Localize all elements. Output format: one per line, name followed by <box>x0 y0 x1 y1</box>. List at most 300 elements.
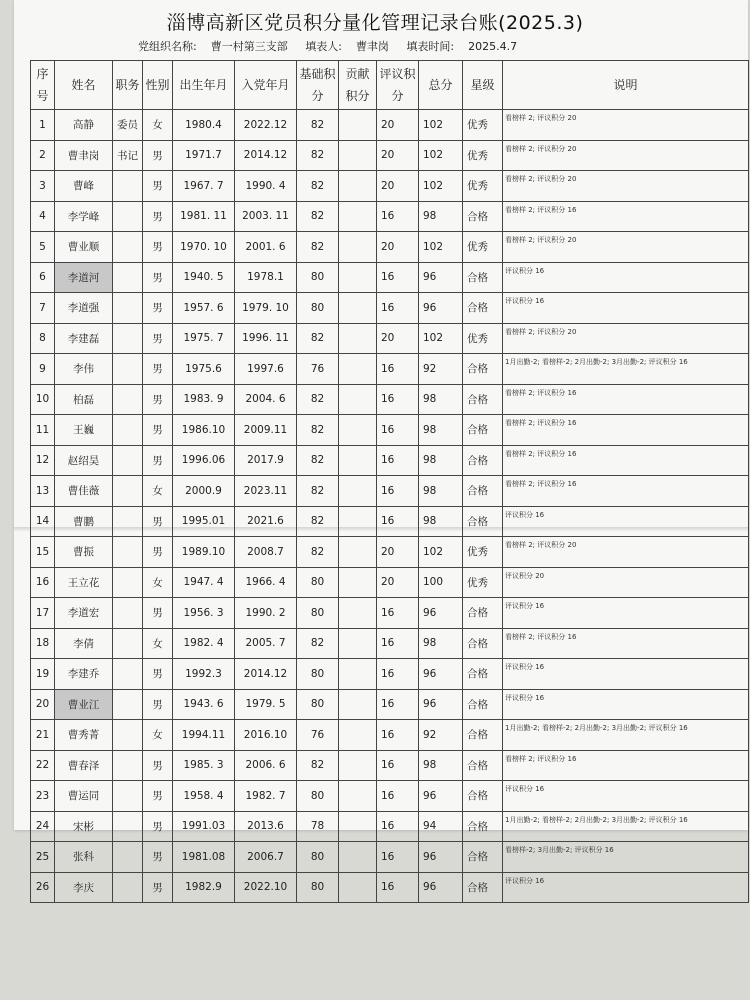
member-sex: 男 <box>143 262 173 293</box>
join-date: 2003. 11 <box>235 201 297 232</box>
total-score: 92 <box>419 354 463 385</box>
table-row <box>31 689 749 720</box>
birth-date: 1967. 7 <box>173 171 235 202</box>
review-score: 16 <box>377 811 419 842</box>
row-number: 5 <box>31 232 55 263</box>
row-number: 9 <box>31 354 55 385</box>
member-sex: 男 <box>143 689 173 720</box>
table-row <box>31 445 749 476</box>
birth-date: 1985. 3 <box>173 750 235 781</box>
member-role <box>113 293 143 324</box>
star-rating: 合格 <box>463 476 503 507</box>
base-score: 82 <box>297 628 339 659</box>
contribution-score <box>339 628 377 659</box>
table-row <box>31 171 749 202</box>
total-score: 98 <box>419 476 463 507</box>
member-name: 曹业顺 <box>55 232 113 263</box>
member-role <box>113 232 143 263</box>
member-role <box>113 262 143 293</box>
table-row <box>31 811 749 842</box>
base-score: 82 <box>297 476 339 507</box>
member-sex: 男 <box>143 811 173 842</box>
total-score: 102 <box>419 171 463 202</box>
ledger-table <box>30 60 749 903</box>
total-score: 92 <box>419 720 463 751</box>
note: 看榜样 2; 评议积分 16 <box>503 476 749 507</box>
total-score: 98 <box>419 506 463 537</box>
table-row <box>31 750 749 781</box>
member-role <box>113 872 143 903</box>
star-rating: 合格 <box>463 689 503 720</box>
note: 看榜样 2; 评议积分 20 <box>503 110 749 141</box>
contribution-score <box>339 384 377 415</box>
star-rating: 优秀 <box>463 567 503 598</box>
review-score: 16 <box>377 842 419 873</box>
member-name: 李伟 <box>55 354 113 385</box>
table-row <box>31 293 749 324</box>
table-row <box>31 506 749 537</box>
review-score: 16 <box>377 201 419 232</box>
base-score: 80 <box>297 842 339 873</box>
member-name: 曹佳薇 <box>55 476 113 507</box>
member-name: 赵绍昊 <box>55 445 113 476</box>
note: 1月出勤-2; 看榜样-2; 2月出勤-2; 3月出勤-2; 评议积分 16 <box>503 354 749 385</box>
base-score: 80 <box>297 689 339 720</box>
member-sex: 男 <box>143 842 173 873</box>
review-score: 16 <box>377 598 419 629</box>
total-score: 102 <box>419 232 463 263</box>
note: 1月出勤-2; 看榜样-2; 2月出勤-2; 3月出勤-2; 评议积分 16 <box>503 720 749 751</box>
member-sex: 男 <box>143 445 173 476</box>
column-header: 职务 <box>113 61 143 110</box>
member-sex: 女 <box>143 476 173 507</box>
member-sex: 男 <box>143 598 173 629</box>
member-name: 曹峰 <box>55 171 113 202</box>
row-number: 2 <box>31 140 55 171</box>
member-name: 柏磊 <box>55 384 113 415</box>
star-rating: 合格 <box>463 628 503 659</box>
contribution-score <box>339 781 377 812</box>
base-score: 82 <box>297 537 339 568</box>
member-name: 曹振 <box>55 537 113 568</box>
birth-date: 1947. 4 <box>173 567 235 598</box>
review-score: 16 <box>377 628 419 659</box>
total-score: 98 <box>419 750 463 781</box>
member-name: 李庆 <box>55 872 113 903</box>
birth-date: 1943. 6 <box>173 689 235 720</box>
contribution-score <box>339 232 377 263</box>
table-row <box>31 720 749 751</box>
note: 评议积分 20 <box>503 567 749 598</box>
review-score: 20 <box>377 567 419 598</box>
member-name: 曹鹏 <box>55 506 113 537</box>
table-row <box>31 781 749 812</box>
note: 评议积分 16 <box>503 689 749 720</box>
star-rating: 合格 <box>463 598 503 629</box>
base-score: 80 <box>297 872 339 903</box>
review-score: 16 <box>377 415 419 446</box>
note: 看榜样 2; 评议积分 20 <box>503 171 749 202</box>
member-role <box>113 842 143 873</box>
star-rating: 合格 <box>463 201 503 232</box>
row-number: 21 <box>31 720 55 751</box>
join-date: 2017.9 <box>235 445 297 476</box>
table-row <box>31 659 749 690</box>
join-date: 1979. 5 <box>235 689 297 720</box>
review-score: 16 <box>377 384 419 415</box>
row-number: 4 <box>31 201 55 232</box>
base-score: 76 <box>297 720 339 751</box>
base-score: 80 <box>297 781 339 812</box>
note: 评议积分 16 <box>503 781 749 812</box>
member-role <box>113 415 143 446</box>
member-role <box>113 781 143 812</box>
join-date: 2023.11 <box>235 476 297 507</box>
column-header: 入党年月 <box>235 61 297 110</box>
base-score: 82 <box>297 110 339 141</box>
member-name: 李道宏 <box>55 598 113 629</box>
column-header: 出生年月 <box>173 61 235 110</box>
note: 看榜样 2; 评议积分 16 <box>503 384 749 415</box>
member-sex: 男 <box>143 781 173 812</box>
member-sex: 男 <box>143 537 173 568</box>
member-sex: 男 <box>143 506 173 537</box>
base-score: 82 <box>297 201 339 232</box>
total-score: 94 <box>419 811 463 842</box>
note: 评议积分 16 <box>503 262 749 293</box>
base-score: 76 <box>297 354 339 385</box>
note: 评议积分 16 <box>503 659 749 690</box>
table-row <box>31 354 749 385</box>
table-row <box>31 232 749 263</box>
birth-date: 1981. 11 <box>173 201 235 232</box>
base-score: 78 <box>297 811 339 842</box>
member-sex: 女 <box>143 628 173 659</box>
column-header: 总分 <box>419 61 463 110</box>
note: 评议积分 16 <box>503 872 749 903</box>
row-number: 6 <box>31 262 55 293</box>
row-number: 13 <box>31 476 55 507</box>
review-score: 16 <box>377 781 419 812</box>
note: 看榜样 2; 评议积分 16 <box>503 445 749 476</box>
review-score: 16 <box>377 262 419 293</box>
column-header: 姓名 <box>55 61 113 110</box>
note: 看榜样 2; 评议积分 20 <box>503 537 749 568</box>
star-rating: 合格 <box>463 872 503 903</box>
member-sex: 男 <box>143 232 173 263</box>
contribution-score <box>339 354 377 385</box>
member-sex: 男 <box>143 659 173 690</box>
member-name: 曹运同 <box>55 781 113 812</box>
star-rating: 合格 <box>463 659 503 690</box>
note: 看榜样 2; 评议积分 16 <box>503 415 749 446</box>
member-name: 曹业江 <box>55 689 113 720</box>
row-number: 1 <box>31 110 55 141</box>
column-header: 星级 <box>463 61 503 110</box>
total-score: 96 <box>419 842 463 873</box>
contribution-score <box>339 323 377 354</box>
total-score: 102 <box>419 537 463 568</box>
base-score: 80 <box>297 293 339 324</box>
star-rating: 合格 <box>463 354 503 385</box>
note: 看榜样 2; 评议积分 20 <box>503 323 749 354</box>
total-score: 100 <box>419 567 463 598</box>
member-sex: 男 <box>143 171 173 202</box>
member-name: 李学峰 <box>55 201 113 232</box>
star-rating: 合格 <box>463 506 503 537</box>
birth-date: 1971.7 <box>173 140 235 171</box>
org-label: 党组织名称: <box>138 40 197 53</box>
join-date: 2001. 6 <box>235 232 297 263</box>
review-score: 16 <box>377 293 419 324</box>
contribution-score <box>339 476 377 507</box>
member-sex: 男 <box>143 750 173 781</box>
join-date: 2005. 7 <box>235 628 297 659</box>
birth-date: 1983. 9 <box>173 384 235 415</box>
table-row <box>31 872 749 903</box>
row-number: 14 <box>31 506 55 537</box>
contribution-score <box>339 506 377 537</box>
member-name: 李道强 <box>55 293 113 324</box>
member-role <box>113 506 143 537</box>
note: 看榜样 2; 评议积分 20 <box>503 232 749 263</box>
member-name: 曹聿岗 <box>55 140 113 171</box>
member-role <box>113 720 143 751</box>
note: 看榜样 2; 评议积分 16 <box>503 750 749 781</box>
note: 评议积分 16 <box>503 506 749 537</box>
contribution-score <box>339 171 377 202</box>
star-rating: 合格 <box>463 750 503 781</box>
member-role: 书记 <box>113 140 143 171</box>
member-name: 李建磊 <box>55 323 113 354</box>
contribution-score <box>339 445 377 476</box>
total-score: 98 <box>419 384 463 415</box>
row-number: 15 <box>31 537 55 568</box>
column-header: 基础积分 <box>297 61 339 110</box>
total-score: 98 <box>419 445 463 476</box>
member-sex: 男 <box>143 354 173 385</box>
member-role <box>113 689 143 720</box>
member-name: 曹春泽 <box>55 750 113 781</box>
base-score: 82 <box>297 171 339 202</box>
join-date: 2013.6 <box>235 811 297 842</box>
contribution-score <box>339 811 377 842</box>
column-header: 贡献积分 <box>339 61 377 110</box>
base-score: 82 <box>297 415 339 446</box>
review-score: 20 <box>377 140 419 171</box>
member-role <box>113 384 143 415</box>
note: 看榜样 2; 评议积分 20 <box>503 140 749 171</box>
member-role <box>113 323 143 354</box>
birth-date: 1982. 4 <box>173 628 235 659</box>
base-score: 80 <box>297 598 339 629</box>
member-role <box>113 445 143 476</box>
join-date: 2009.11 <box>235 415 297 446</box>
join-date: 2004. 6 <box>235 384 297 415</box>
row-number: 26 <box>31 872 55 903</box>
base-score: 80 <box>297 659 339 690</box>
birth-date: 1981.08 <box>173 842 235 873</box>
contribution-score <box>339 689 377 720</box>
total-score: 102 <box>419 323 463 354</box>
base-score: 82 <box>297 445 339 476</box>
table-row <box>31 384 749 415</box>
filler-label: 填表人: <box>305 40 342 53</box>
review-score: 16 <box>377 506 419 537</box>
base-score: 80 <box>297 567 339 598</box>
member-name: 王立花 <box>55 567 113 598</box>
date-value: 2025.4.7 <box>468 40 518 53</box>
member-sex: 女 <box>143 110 173 141</box>
total-score: 98 <box>419 415 463 446</box>
total-score: 96 <box>419 872 463 903</box>
member-sex: 男 <box>143 201 173 232</box>
base-score: 82 <box>297 140 339 171</box>
row-number: 16 <box>31 567 55 598</box>
join-date: 2014.12 <box>235 140 297 171</box>
join-date: 1996. 11 <box>235 323 297 354</box>
member-name: 李倩 <box>55 628 113 659</box>
member-role <box>113 750 143 781</box>
star-rating: 优秀 <box>463 232 503 263</box>
star-rating: 优秀 <box>463 537 503 568</box>
review-score: 16 <box>377 750 419 781</box>
note: 看榜样 2; 评议积分 16 <box>503 201 749 232</box>
review-score: 16 <box>377 476 419 507</box>
star-rating: 合格 <box>463 720 503 751</box>
star-rating: 合格 <box>463 781 503 812</box>
total-score: 102 <box>419 140 463 171</box>
star-rating: 合格 <box>463 384 503 415</box>
birth-date: 1940. 5 <box>173 262 235 293</box>
member-role <box>113 537 143 568</box>
row-number: 12 <box>31 445 55 476</box>
star-rating: 合格 <box>463 842 503 873</box>
row-number: 18 <box>31 628 55 659</box>
review-score: 20 <box>377 171 419 202</box>
member-sex: 男 <box>143 140 173 171</box>
join-date: 1978.1 <box>235 262 297 293</box>
join-date: 1979. 10 <box>235 293 297 324</box>
total-score: 96 <box>419 262 463 293</box>
column-header: 性别 <box>143 61 173 110</box>
row-number: 22 <box>31 750 55 781</box>
contribution-score <box>339 140 377 171</box>
join-date: 2006.7 <box>235 842 297 873</box>
review-score: 16 <box>377 659 419 690</box>
star-rating: 优秀 <box>463 323 503 354</box>
birth-date: 1970. 10 <box>173 232 235 263</box>
row-number: 17 <box>31 598 55 629</box>
row-number: 23 <box>31 781 55 812</box>
member-name: 李道河 <box>55 262 113 293</box>
birth-date: 1996.06 <box>173 445 235 476</box>
join-date: 1997.6 <box>235 354 297 385</box>
birth-date: 1989.10 <box>173 537 235 568</box>
row-number: 19 <box>31 659 55 690</box>
table-row <box>31 567 749 598</box>
birth-date: 2000.9 <box>173 476 235 507</box>
member-sex: 女 <box>143 720 173 751</box>
review-score: 16 <box>377 689 419 720</box>
org-value: 曹一村第三支部 <box>210 40 288 53</box>
total-score: 96 <box>419 781 463 812</box>
note: 1月出勤-2; 看榜样-2; 2月出勤-2; 3月出勤-2; 评议积分 16 <box>503 811 749 842</box>
birth-date: 1975.6 <box>173 354 235 385</box>
table-row <box>31 262 749 293</box>
star-rating: 合格 <box>463 445 503 476</box>
total-score: 96 <box>419 659 463 690</box>
base-score: 80 <box>297 262 339 293</box>
table-row <box>31 323 749 354</box>
total-score: 96 <box>419 598 463 629</box>
join-date: 2016.10 <box>235 720 297 751</box>
review-score: 16 <box>377 872 419 903</box>
total-score: 102 <box>419 110 463 141</box>
member-role <box>113 171 143 202</box>
table-row <box>31 628 749 659</box>
table-row <box>31 140 749 171</box>
review-score: 20 <box>377 232 419 263</box>
total-score: 96 <box>419 293 463 324</box>
contribution-score <box>339 750 377 781</box>
table-row <box>31 476 749 507</box>
birth-date: 1992.3 <box>173 659 235 690</box>
total-score: 98 <box>419 628 463 659</box>
review-score: 16 <box>377 720 419 751</box>
base-score: 82 <box>297 506 339 537</box>
table-row <box>31 537 749 568</box>
birth-date: 1986.10 <box>173 415 235 446</box>
star-rating: 优秀 <box>463 110 503 141</box>
total-score: 96 <box>419 689 463 720</box>
member-role <box>113 476 143 507</box>
member-name: 李建乔 <box>55 659 113 690</box>
star-rating: 合格 <box>463 293 503 324</box>
note: 评议积分 16 <box>503 293 749 324</box>
contribution-score <box>339 110 377 141</box>
review-score: 16 <box>377 354 419 385</box>
base-score: 82 <box>297 384 339 415</box>
member-name: 张科 <box>55 842 113 873</box>
contribution-score <box>339 659 377 690</box>
join-date: 2008.7 <box>235 537 297 568</box>
star-rating: 合格 <box>463 415 503 446</box>
member-name: 王巍 <box>55 415 113 446</box>
join-date: 1990. 4 <box>235 171 297 202</box>
join-date: 2022.12 <box>235 110 297 141</box>
table-row <box>31 842 749 873</box>
row-number: 8 <box>31 323 55 354</box>
member-role: 委员 <box>113 110 143 141</box>
join-date: 2006. 6 <box>235 750 297 781</box>
star-rating: 合格 <box>463 811 503 842</box>
join-date: 2014.12 <box>235 659 297 690</box>
note: 看榜样-2; 3月出勤-2; 评议积分 16 <box>503 842 749 873</box>
member-sex: 男 <box>143 323 173 354</box>
row-number: 25 <box>31 842 55 873</box>
birth-date: 1982.9 <box>173 872 235 903</box>
review-score: 20 <box>377 323 419 354</box>
column-header: 序号 <box>31 61 55 110</box>
note: 看榜样 2; 评议积分 16 <box>503 628 749 659</box>
member-sex: 男 <box>143 415 173 446</box>
contribution-score <box>339 842 377 873</box>
birth-date: 1957. 6 <box>173 293 235 324</box>
member-sex: 女 <box>143 567 173 598</box>
join-date: 1966. 4 <box>235 567 297 598</box>
table-row <box>31 110 749 141</box>
